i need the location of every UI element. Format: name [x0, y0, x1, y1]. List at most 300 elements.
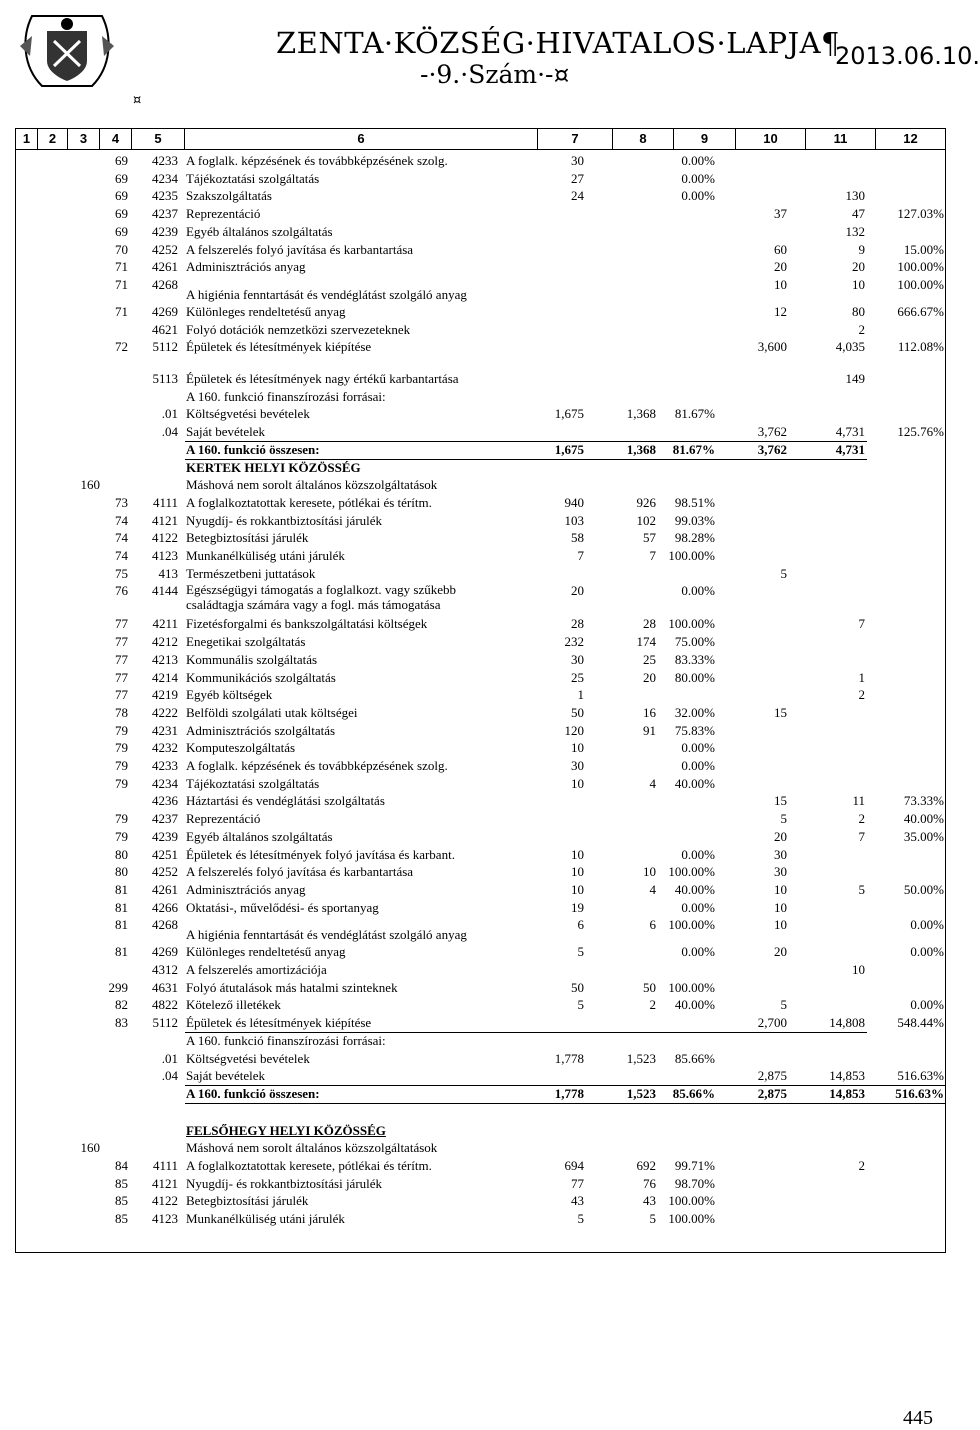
column-header: 6: [185, 129, 538, 149]
col-1-4-cell: 69: [115, 206, 128, 222]
col-12-cell: 127.03%: [897, 206, 944, 222]
description-cell: A 160. funkció összesen:: [186, 441, 320, 457]
description-cell: Költségvetési bevételek: [186, 1050, 310, 1066]
table-row: [0, 582, 960, 615]
col-8-cell: 1,523: [626, 1050, 656, 1066]
col-9-cell: 0.00%: [681, 944, 715, 960]
col-7-cell: 10: [571, 881, 584, 897]
description-cell: Munkanélküliség utáni járulék: [186, 1211, 345, 1227]
column-header: 3: [68, 129, 100, 149]
col-1-4-cell: 80: [115, 864, 128, 880]
col-5-cell: 4123: [152, 1211, 178, 1227]
col-1-4-cell: 70: [115, 241, 128, 257]
col-7-cell: 19: [571, 899, 584, 915]
col-5-cell: .04: [161, 1068, 178, 1084]
table-row: [0, 459, 960, 477]
col-5-cell: 4621: [152, 321, 178, 337]
col-1-4-cell: 79: [115, 811, 128, 827]
col-10-cell: 2,875: [757, 1085, 787, 1101]
col-7-cell: 77: [571, 1175, 584, 1191]
description-cell: Nyugdíj- és rokkantbiztosítási járulék: [186, 512, 383, 528]
col-8-cell: 4: [649, 775, 656, 791]
col-9-cell: 0.00%: [681, 740, 715, 756]
col-9-cell: 40.00%: [674, 775, 715, 791]
description-cell: Tájékoztatási szolgáltatás: [186, 170, 320, 186]
col-5-cell: 4252: [152, 864, 178, 880]
col-8-cell: 102: [636, 512, 656, 528]
col-9-cell: 0.00%: [681, 899, 715, 915]
col-1-4-cell: 77: [115, 687, 128, 703]
col-10-cell: 5: [780, 997, 787, 1013]
description-cell: A higiénia fenntartását és vendéglátást szolgáló anyag: [186, 286, 467, 302]
col-7-cell: 103: [564, 512, 584, 528]
col-11-cell: 2: [858, 1158, 865, 1173]
col-11-cell: 10: [852, 276, 865, 292]
col-5-cell: 4236: [152, 793, 178, 809]
col-1-4-cell: 81: [115, 899, 128, 915]
column-header-row: [15, 128, 946, 150]
col-9-cell: 75.00%: [674, 634, 715, 650]
col-7-cell: 1,778: [554, 1085, 584, 1101]
col-9-cell: 0.00%: [681, 188, 715, 204]
description-cell: KERTEK HELYI KÖZÖSSÉG: [186, 459, 361, 475]
col-1-4-cell: 69: [115, 188, 128, 204]
col-8-cell: 20: [643, 669, 656, 685]
col-7-cell: 50: [571, 704, 584, 720]
col-1-4-cell: 71: [115, 303, 128, 319]
table-row: [0, 775, 960, 793]
description-cell: Költségvetési bevételek: [186, 406, 310, 422]
col-5-cell: 4232: [152, 740, 178, 756]
col-8-cell: 10: [643, 864, 656, 880]
table-row: [0, 258, 960, 276]
col-7-cell: 232: [564, 634, 584, 650]
description-cell: A felszerelés amortizációja: [186, 962, 327, 977]
col-5-cell: 4212: [152, 634, 178, 650]
col-5-cell: 4121: [152, 512, 178, 528]
table-row: [0, 441, 960, 459]
col-1-4-cell: 74: [115, 548, 128, 563]
col-5-cell: 4261: [152, 881, 178, 897]
col-1-4-cell: 79: [115, 828, 128, 844]
col-11-cell: 7: [858, 828, 865, 844]
col-5-cell: 4211: [152, 616, 178, 632]
table-row: [0, 961, 960, 979]
col-5-cell: 5112: [152, 1015, 178, 1031]
col-12-cell: 50.00%: [903, 881, 944, 897]
col-10-cell: 20: [774, 259, 787, 275]
col-1-4-cell: 77: [115, 651, 128, 667]
col-1-4-cell: 160: [80, 1140, 100, 1156]
col-5-cell: 4111: [152, 494, 178, 510]
col-8-cell: 43: [643, 1193, 656, 1209]
col-9-cell: 0.00%: [681, 846, 715, 862]
description-cell: Kommunikációs szolgáltatás: [186, 669, 336, 685]
page-number: 445: [903, 1407, 933, 1429]
col-12-cell: 0.00%: [910, 917, 944, 933]
col-1-4-cell: 160: [80, 477, 100, 493]
col-7-cell: 58: [571, 530, 584, 546]
column-header: 2: [38, 129, 68, 149]
col-1-4-cell: 73: [115, 494, 128, 510]
table-row: [0, 187, 960, 205]
table-row: [0, 276, 960, 303]
col-1-4-cell: 85: [115, 1193, 128, 1209]
col-10-cell: 20: [774, 828, 787, 844]
col-11-cell: 14,853: [829, 1068, 865, 1084]
col-1-4-cell: 80: [115, 846, 128, 862]
col-5-cell: 4222: [152, 704, 178, 720]
col-10-cell: 30: [774, 846, 787, 862]
col-7-cell: 27: [571, 170, 584, 186]
col-8-cell: 4: [649, 881, 656, 897]
description-cell: A foglalkoztatottak keresete, pótlékai és térítm.: [186, 494, 432, 510]
col-7-cell: 940: [564, 494, 584, 510]
description-cell: A felszerelés folyó javítása és karbantartása: [186, 241, 414, 257]
table-row: [0, 241, 960, 259]
col-5-cell: 4312: [152, 962, 178, 977]
col-5-cell: 4251: [152, 846, 178, 862]
table-row: [0, 476, 960, 494]
description-cell: A 160. funkció finanszírozási forrásai:: [186, 1032, 386, 1048]
description-cell: Egyéb költségek: [186, 687, 273, 703]
col-1-4-cell: 84: [115, 1158, 128, 1173]
col-10-cell: 15: [774, 704, 787, 720]
table-row: [0, 565, 960, 583]
table-row: [0, 547, 960, 565]
col-1-4-cell: 79: [115, 758, 128, 773]
table-row: [0, 996, 960, 1014]
description-cell: Adminisztrációs szolgáltatás: [186, 722, 336, 738]
col-7-cell: 7: [577, 548, 584, 563]
description-cell: Épületek és létesítmények folyó javítása és karbant.: [186, 846, 455, 862]
col-12-cell: 40.00%: [903, 811, 944, 827]
col-1-4-cell: 77: [115, 634, 128, 650]
col-5-cell: 4121: [152, 1175, 178, 1191]
table-row: [0, 669, 960, 687]
col-9-cell: 99.03%: [674, 512, 715, 528]
col-9-cell: 81.67%: [674, 406, 715, 422]
issue-date: 2013.06.10.: [835, 42, 980, 70]
col-10-cell: 2,700: [757, 1015, 787, 1031]
col-11-cell: 130: [845, 188, 865, 204]
table-row: [0, 512, 960, 530]
col-10-cell: 10: [774, 899, 787, 915]
col-9-cell: 100.00%: [668, 1193, 715, 1209]
col-8-cell: 1,368: [626, 406, 656, 422]
col-5-cell: 4268: [152, 276, 178, 292]
col-5-cell: 4269: [152, 944, 178, 960]
col-10-cell: 3,600: [757, 339, 787, 355]
table-row: [0, 170, 960, 188]
col-1-4-cell: 71: [115, 259, 128, 275]
col-9-cell: 0.00%: [681, 758, 715, 773]
col-5-cell: 4214: [152, 669, 178, 685]
table-row: [0, 1139, 960, 1157]
description-cell: Nyugdíj- és rokkantbiztosítási járulék: [186, 1175, 383, 1191]
col-8-cell: 1,523: [626, 1085, 656, 1101]
col-7-cell: 1: [577, 687, 584, 703]
table-row: [0, 1085, 960, 1103]
col-1-4-cell: 299: [108, 979, 128, 995]
col-1-4-cell: 78: [115, 704, 128, 720]
col-8-cell: 7: [649, 548, 656, 563]
col-11-cell: 2: [858, 321, 865, 337]
col-9-cell: 100.00%: [668, 616, 715, 632]
col-7-cell: 6: [577, 917, 584, 933]
col-8-cell: 50: [643, 979, 656, 995]
col-10-cell: 12: [774, 303, 787, 319]
col-12-cell: 35.00%: [903, 828, 944, 844]
col-7-cell: 5: [577, 1211, 584, 1227]
description-cell: Betegbiztosítási járulék: [186, 1193, 309, 1209]
description-cell: Adminisztrációs anyag: [186, 881, 306, 897]
col-9-cell: 81.67%: [672, 441, 715, 457]
table-row: [0, 529, 960, 547]
col-1-4-cell: 81: [115, 881, 128, 897]
col-5-cell: 4233: [152, 153, 178, 168]
col-9-cell: 100.00%: [668, 548, 715, 563]
col-9-cell: 100.00%: [668, 917, 715, 933]
col-11-cell: 4,731: [835, 424, 865, 440]
col-5-cell: 4213: [152, 651, 178, 667]
col-5-cell: 4239: [152, 223, 178, 239]
col-1-4-cell: 71: [115, 276, 128, 292]
table-row: [0, 1032, 960, 1050]
col-7-cell: 10: [571, 740, 584, 756]
col-8-cell: 5: [649, 1211, 656, 1227]
column-header: 1: [16, 129, 38, 149]
table-row: [0, 338, 960, 356]
col-10-cell: 37: [774, 206, 787, 222]
col-1-4-cell: 69: [115, 153, 128, 168]
page-header: [0, 0, 980, 110]
col-1-4-cell: 82: [115, 997, 128, 1013]
description-cell: Egyéb általános szolgáltatás: [186, 223, 333, 239]
column-header: 12: [903, 131, 918, 146]
description-cell: A 160. funkció finanszírozási forrásai:: [186, 388, 386, 404]
col-10-cell: 30: [774, 864, 787, 880]
description-cell: A 160. funkció összesen:: [186, 1085, 320, 1101]
table-row: [0, 1122, 960, 1140]
col-7-cell: 10: [571, 775, 584, 791]
col-7-cell: 43: [571, 1193, 584, 1209]
description-cell: A foglalkoztatottak keresete, pótlékai és térítm.: [186, 1158, 432, 1173]
col-7-cell: 10: [571, 864, 584, 880]
col-12-cell: 548.44%: [897, 1015, 944, 1031]
col-11-cell: 11: [852, 793, 865, 809]
table-row: [0, 1210, 960, 1228]
col-8-cell: 926: [636, 494, 656, 510]
col-5-cell: 4269: [152, 303, 178, 319]
col-10-cell: 5: [780, 811, 787, 827]
col-11-cell: 80: [852, 303, 865, 319]
col-5-cell: 5112: [152, 339, 178, 355]
description-cell: Adminisztrációs anyag: [186, 259, 306, 275]
header-mark: ¤: [133, 93, 142, 108]
section-divider: [185, 1103, 945, 1104]
col-7-cell: 10: [571, 846, 584, 862]
description-cell: Máshová nem sorolt általános közszolgáltatások: [186, 477, 438, 493]
col-5-cell: 4237: [152, 811, 178, 827]
col-12-cell: 666.67%: [897, 303, 944, 319]
table-row: [0, 423, 960, 441]
col-10-cell: 2,875: [757, 1068, 787, 1084]
col-5-cell: 4237: [152, 206, 178, 222]
description-cell: Különleges rendeltetésű anyag: [186, 303, 346, 319]
col-5-cell: 4234: [152, 170, 178, 186]
description-cell: Háztartási és vendéglátási szolgáltatás: [186, 793, 385, 809]
table-row: [0, 388, 960, 406]
table-row: [0, 303, 960, 321]
description-cell: Épületek és létesítmények kiépítése: [186, 1015, 372, 1031]
table-row: [0, 757, 960, 775]
table-row: [0, 651, 960, 669]
description-cell: Reprezentáció: [186, 206, 261, 222]
col-11-cell: 1: [858, 669, 865, 685]
description-cell: Szakszolgáltatás: [186, 188, 272, 204]
col-1-4-cell: 75: [115, 565, 128, 581]
table-row: [0, 979, 960, 997]
description-cell: Saját bevételek: [186, 424, 266, 440]
description-cell: Kommunális szolgáltatás: [186, 651, 318, 667]
col-1-4-cell: 79: [115, 740, 128, 756]
col-7-cell: 50: [571, 979, 584, 995]
col-9-cell: 80.00%: [674, 669, 715, 685]
table-row: [0, 633, 960, 651]
table-row: [0, 1175, 960, 1193]
col-11-cell: 2: [858, 687, 865, 703]
description-cell: Betegbiztosítási járulék: [186, 530, 309, 546]
col-1-4-cell: 85: [115, 1175, 128, 1191]
col-10-cell: 10: [774, 881, 787, 897]
table-row: [0, 881, 960, 899]
description-cell: Máshová nem sorolt általános közszolgáltatások: [186, 1140, 438, 1156]
col-11-cell: 14,808: [829, 1015, 865, 1031]
col-10-cell: 10: [774, 276, 787, 292]
col-9-cell: 40.00%: [674, 997, 715, 1013]
description-cell: Folyó dotációk nemzetközi szervezeteknek: [186, 321, 411, 337]
coat-of-arms-icon: [12, 6, 122, 96]
section-divider: [185, 441, 867, 442]
col-10-cell: 5: [780, 565, 787, 581]
description-cell: Természetbeni juttatások: [186, 565, 316, 581]
col-12-cell: 516.63%: [895, 1085, 944, 1101]
col-12-cell: 516.63%: [897, 1068, 944, 1084]
table-row: [0, 792, 960, 810]
col-12-cell: 125.76%: [897, 424, 944, 440]
description-cell: A foglalk. képzésének és továbbképzésének szolg.: [186, 153, 448, 168]
col-5-cell: 4239: [152, 828, 178, 844]
col-12-cell: 0.00%: [910, 997, 944, 1013]
col-5-cell: 4631: [152, 979, 178, 995]
issue-number: -·9.·Szám·-¤: [420, 60, 570, 89]
description-cell: Különleges rendeltetésű anyag: [186, 944, 346, 960]
description-cell: Tájékoztatási szolgáltatás: [186, 775, 320, 791]
col-8-cell: 174: [636, 634, 656, 650]
col-12-cell: 100.00%: [897, 276, 944, 292]
col-10-cell: 60: [774, 241, 787, 257]
column-header: 4: [100, 129, 132, 149]
description-cell: Komputeszolgáltatás: [186, 740, 296, 756]
table-row: [0, 405, 960, 423]
description-cell: Saját bevételek: [186, 1068, 266, 1084]
col-5-cell: 4233: [152, 758, 178, 773]
col-11-cell: 7: [858, 616, 865, 632]
col-12-cell: 112.08%: [897, 339, 944, 355]
col-5-cell: 4252: [152, 241, 178, 257]
col-8-cell: 6: [649, 917, 656, 933]
col-12-cell: 15.00%: [903, 241, 944, 257]
col-5-cell: 4266: [152, 899, 178, 915]
col-11-cell: 132: [845, 223, 865, 239]
col-8-cell: 692: [636, 1158, 656, 1173]
col-11-cell: 20: [852, 259, 865, 275]
col-1-4-cell: 81: [115, 917, 128, 933]
col-9-cell: 98.70%: [674, 1175, 715, 1191]
column-header: 5: [132, 129, 185, 149]
col-11-cell: 5: [858, 881, 865, 897]
column-header: 11: [806, 129, 876, 149]
table-row: [0, 494, 960, 512]
description-cell: Enegetikai szolgáltatás: [186, 634, 306, 650]
description-cell: Fizetésforgalmi és bankszolgáltatási költségek: [186, 616, 428, 632]
table-row: [0, 152, 960, 170]
table-row: [0, 370, 960, 388]
col-5-cell: 4111: [152, 1158, 178, 1173]
table-row: [0, 810, 960, 828]
description-cell: Egyéb általános szolgáltatás: [186, 828, 333, 844]
col-1-4-cell: 72: [115, 339, 128, 355]
col-9-cell: 100.00%: [668, 979, 715, 995]
col-8-cell: 76: [643, 1175, 656, 1191]
col-9-cell: 100.00%: [668, 864, 715, 880]
table-row: [0, 223, 960, 241]
col-7-cell: 20: [571, 583, 584, 599]
col-8-cell: 57: [643, 530, 656, 546]
table-row: [0, 739, 960, 757]
col-1-4-cell: 69: [115, 170, 128, 186]
col-7-cell: 5: [577, 997, 584, 1013]
col-1-4-cell: 83: [115, 1015, 128, 1031]
col-7-cell: 120: [564, 722, 584, 738]
col-9-cell: 98.51%: [674, 494, 715, 510]
table-row: [0, 722, 960, 740]
col-7-cell: 24: [571, 188, 584, 204]
col-7-cell: 1,778: [554, 1050, 584, 1066]
col-5-cell: 5113: [152, 371, 178, 386]
col-11-cell: 2: [858, 811, 865, 827]
col-10-cell: 20: [774, 944, 787, 960]
description-cell: Folyó átutalások más hatalmi szinteknek: [186, 979, 398, 995]
col-7-cell: 25: [571, 669, 584, 685]
table-row: [0, 615, 960, 633]
col-1-4-cell: 81: [115, 944, 128, 960]
col-9-cell: 85.66%: [672, 1085, 715, 1101]
col-8-cell: 28: [643, 616, 656, 632]
description-cell: Épületek és létesítmények kiépítése: [186, 339, 372, 355]
col-1-4-cell: 74: [115, 512, 128, 528]
table-row: [0, 205, 960, 223]
description-cell: Kötelező illetékek: [186, 997, 281, 1013]
table-row: [0, 704, 960, 722]
col-10-cell: 3,762: [757, 424, 787, 440]
col-1-4-cell: 79: [115, 775, 128, 791]
table-row: [0, 1192, 960, 1210]
col-1-4-cell: 79: [115, 722, 128, 738]
col-5-cell: 4144: [152, 583, 178, 599]
col-7-cell: 1,675: [554, 441, 584, 457]
